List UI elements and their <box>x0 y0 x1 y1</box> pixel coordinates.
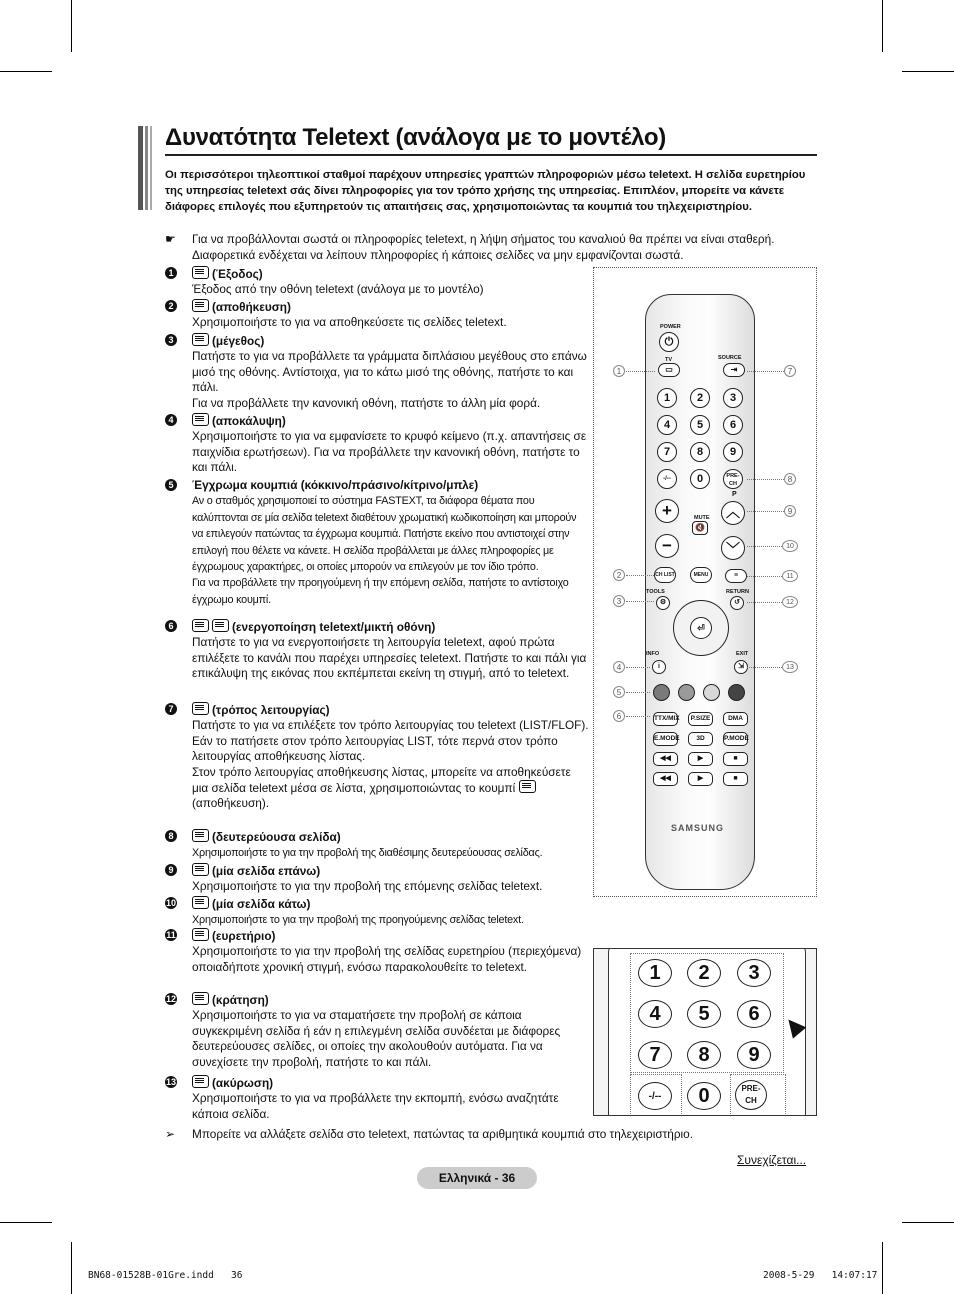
digit-button[interactable]: 1 <box>657 388 677 408</box>
number-badge: 8 <box>165 830 177 842</box>
item-title: (δευτερεύουσα σελίδα) <box>212 830 341 844</box>
list-item <box>165 619 590 682</box>
navigation-pad[interactable] <box>673 600 729 656</box>
item-text: Πατήστε το για να προβάλλετε τα γράμματα διπλάσιου μεγέθους στο επάνω μισό της οθόνης. Αντίστοιχα, για το κάτω μισό της οθόνης, πατήστε το και πάλι. <box>192 349 587 395</box>
crop-mark <box>71 1242 72 1294</box>
crop-mark <box>0 1222 52 1223</box>
item-text: Χρησιμοποιήστε το για την προβολή της διαθέσιμης δευτερεύουσας σελίδας. <box>192 847 543 860</box>
item-text: Αν ο σταθμός χρησιμοποιεί το σύστημα FASTEXT, τα διάφορα θέματα που καλύπτονται σε μία σελίδα teletext διαθέτουν χρωματική κωδικοποίηση και μπορούν να επιλεγούν πατώντας τα έγχρωμα κουμπιά. Πατήστε εκείνο που αντιστοιχεί στην επιλογή που θέλετε να κάνετε. Η σελίδα προβάλλεται με άλλες πληροφορίες με έγχρωμους χαρακτήρες, οι οποίες μπορούν να επιλεγούν με τον ίδιο τρόπο. <box>192 495 577 574</box>
tools-label: TOOLS <box>646 589 665 595</box>
pre-ch-button[interactable]: PRE-CH <box>735 1080 767 1110</box>
digit-button[interactable]: 9 <box>737 1041 771 1069</box>
item-text: Για να προβάλλετε την προηγούμενη ή την επόμενη σελίδα, πατήστε το αντίστοιχο έγχρωμο κουμπί. <box>192 577 569 606</box>
callout-marker: 4 <box>613 661 625 673</box>
size-icon <box>192 333 209 346</box>
print-slug-date: 2008-5-29 14:07:17 <box>763 1270 878 1281</box>
info-button[interactable]: i <box>652 660 666 674</box>
callout-leader <box>626 371 655 372</box>
item-title: (ενεργοποίηση teletext/μικτή οθόνη) <box>232 620 436 634</box>
number-badge: 10 <box>165 898 176 908</box>
page-up-icon <box>192 863 209 876</box>
power-label: POWER <box>660 324 681 330</box>
ttx-mix-button[interactable]: TTX/MIX <box>653 712 678 726</box>
item-text: Χρησιμοποιήστε το για να αποθηκεύσετε τις σελίδες teletext. <box>192 315 507 330</box>
tv-button[interactable]: ▭ <box>658 363 680 377</box>
page-down-icon <box>192 896 209 909</box>
item-title: (μέγεθος) <box>212 334 265 348</box>
mode-icon <box>192 702 209 715</box>
note-top-text: Για να προβάλλονται σωστά οι πληροφορίες teletext, η λήψη σήματος του καναλιού θα πρέπει να είναι σταθερή. Διαφορετικά ενδέχεται να λείπουν πληροφορίες ή κάποιες σελίδες να μην εμφανίζονται σωστά. <box>192 232 775 262</box>
number-badge: 6 <box>165 620 177 632</box>
decorative-bar <box>150 126 152 210</box>
item-text: Πατήστε το για να επιλέξετε τον τρόπο λειτουργίας του teletext (LIST/FLOF). <box>192 718 589 733</box>
digit-button[interactable]: 0 <box>690 469 710 489</box>
e-mode-button[interactable]: E.MODE <box>653 732 678 746</box>
item-text: Χρησιμοποιήστε το για την προβολή της επόμενης σελίδας teletext. <box>192 879 543 894</box>
zoom-pre-ch-frame <box>730 1074 786 1116</box>
digit-button[interactable]: 4 <box>657 415 677 435</box>
item-text: Χρησιμοποιήστε το για να σταματήσετε την προβολή σε κάποια συγκεκριμένη σελίδα ή εάν η επιλεγμένη σελίδα συνδέεται με διάφορες δευτερεύουσες σελίδες, οι οποίες την ακολουθούν αυτόματα. Για να συνεχίσετε την προβολή, πατήστε το και πάλι. <box>192 1008 561 1069</box>
item-text: Χρησιμοποιήστε το για την προβολή της προηγούμενης σελίδας teletext. <box>192 914 524 927</box>
number-badge: 11 <box>166 930 176 940</box>
digit-button[interactable]: 3 <box>723 388 743 408</box>
index-icon <box>192 928 209 941</box>
return-label: RETURN <box>726 589 749 595</box>
list-item <box>165 299 590 331</box>
note-bottom <box>165 1127 817 1143</box>
number-badge: 1 <box>165 267 177 279</box>
crop-mark <box>882 0 883 52</box>
callout-leader <box>747 479 784 480</box>
digit-button[interactable]: 5 <box>687 1000 721 1028</box>
item-text: Χρησιμοποιήστε το για να προβάλλετε την εκπομπή, ενόσω αναζητάτε κάποια σελίδα. <box>192 1091 559 1121</box>
exit-button[interactable]: ⇲ <box>734 660 748 674</box>
pause-button[interactable]: ◀◀ <box>653 772 678 786</box>
exit-label: EXIT <box>736 651 749 657</box>
hand-pointer-icon: ☛ <box>165 232 176 246</box>
arrow-pointer-icon: ➢ <box>165 1127 176 1141</box>
crop-mark <box>902 1222 954 1223</box>
callout-marker: 3 <box>613 595 625 607</box>
note-top <box>165 232 817 263</box>
callout-leader <box>747 667 782 668</box>
callout-leader <box>626 601 654 602</box>
callout-marker: 9 <box>784 505 796 517</box>
decorative-bar <box>138 126 143 210</box>
number-badge: 7 <box>165 703 177 715</box>
dash-button[interactable]: -/-- <box>657 469 677 489</box>
list-item <box>165 702 590 812</box>
volume-down-button[interactable]: − <box>655 534 679 558</box>
enter-button[interactable]: ⏎ <box>690 617 712 639</box>
item-title: (τρόπος λειτουργίας) <box>212 703 330 717</box>
play-button[interactable]: ▶ <box>688 752 713 766</box>
item-title: Έγχρωμα κουμπιά (κόκκινο/πράσινο/κίτρινο/μπλε) <box>192 478 479 492</box>
callout-marker: 6 <box>613 710 625 722</box>
callout-leader <box>747 546 782 547</box>
ch-list-button[interactable] <box>654 567 676 583</box>
digit-button[interactable]: 9 <box>723 442 743 462</box>
digit-button[interactable]: 5 <box>690 415 710 435</box>
crop-mark <box>0 71 52 72</box>
exit-tv-icon <box>192 266 209 279</box>
list-item <box>165 266 590 298</box>
item-text: Έξοδος από την οθόνη teletext (ανάλογα με το μοντέλο) <box>192 282 484 297</box>
print-slug-file: BN68-01528B-01Gre.indd 36 <box>88 1270 243 1281</box>
note-bottom-text: Μπορείτε να αλλάξετε σελίδα στο teletext, πατώντας τα αριθμητικά κουμπιά στο τηλεχειριστήριο. <box>192 1127 694 1141</box>
color-button-red[interactable] <box>653 684 670 701</box>
callout-leader <box>747 511 784 512</box>
item-title: (κράτηση) <box>212 993 269 1007</box>
source-label: SOURCE <box>718 355 742 361</box>
item-title: (μία σελίδα κάτω) <box>212 897 311 911</box>
color-button-blue[interactable] <box>728 684 745 701</box>
callout-marker: 7 <box>784 365 796 377</box>
intro-paragraph: Οι περισσότεροι τηλεοπτικοί σταθμοί παρέχουν υπηρεσίες γραπτών πληροφοριών μέσω teletext. Η σελίδα ευρετηρίου της υπηρεσίας teletext σάς δίνει πληροφορίες για τον τρόπο χρήσης της υπηρεσίας. Επιπλέον, μπορείτε να κάνετε διάφορες επιλογές που εξυπηρετούν τις απαιτήσεις σας, χρησιμοποιώντας τα κουμπιά του τηλεχειριστηρίου. <box>165 169 806 213</box>
dash-button[interactable]: -/-- <box>638 1082 672 1110</box>
number-badge: 12 <box>165 994 176 1004</box>
digit-button[interactable]: 7 <box>638 1041 672 1069</box>
digit-button[interactable]: 3 <box>737 959 771 987</box>
item-text: Στον τρόπο λειτουργίας αποθήκευσης λίστας, μπορείτε να αποθηκεύσετε μια σελίδα teletext μέσα σε λίστα, χρησιμοποιώντας το κουμπί <box>192 764 571 796</box>
number-badge: 5 <box>165 479 177 491</box>
crop-mark <box>902 71 954 72</box>
brand-logo: SAMSUNG <box>671 823 725 833</box>
item-title: (ευρετήριο) <box>212 929 276 943</box>
callout-leader <box>747 576 782 577</box>
crop-mark <box>71 0 72 52</box>
digit-button[interactable]: 0 <box>687 1082 721 1110</box>
number-badge: 2 <box>165 300 177 312</box>
item-text: Πατήστε το για να ενεργοποιήσετε τη λειτουργία teletext, αφού πρώτα επιλέξετε το κανάλι που παρέχει υπηρεσίες teletext. Πατήστε το και πάλι για επικάλυψη της εικόνας που εκπέμπεται εκείνη τη στιγμή, από το teletext. <box>192 635 587 681</box>
callout-marker: 12 <box>782 596 798 608</box>
mute-button[interactable]: 🔇 <box>692 521 708 535</box>
digit-button[interactable]: 7 <box>657 442 677 462</box>
digit-button[interactable]: 8 <box>690 442 710 462</box>
callout-leader <box>626 575 654 576</box>
rewind-button[interactable]: ◀◀ <box>653 752 678 766</box>
callout-leader <box>747 602 782 603</box>
channel-up-button[interactable]: ︿ <box>721 501 745 525</box>
list-item <box>165 478 590 608</box>
tv-label: TV <box>665 357 673 363</box>
list-item <box>165 413 590 476</box>
color-button-green[interactable] <box>678 684 695 701</box>
digit-button[interactable]: 8 <box>687 1041 721 1069</box>
cancel-icon <box>192 1075 209 1088</box>
ch-list-label: CH LIST <box>655 572 675 578</box>
number-badge: 4 <box>165 414 177 426</box>
pointer-arrow-icon: ▲ <box>771 1003 816 1048</box>
return-button[interactable]: ↺ <box>730 596 744 610</box>
callout-marker: 5 <box>613 686 625 698</box>
digit-button[interactable]: 6 <box>737 1000 771 1028</box>
color-button-yellow[interactable] <box>703 684 720 701</box>
item-text: Χρησιμοποιήστε το για την προβολή της σελίδας ευρετηρίου (περιεχόμενα) οποιαδήποτε χρονική στιγμή, ενόσω παρακολουθείτε το teletext. <box>192 944 582 974</box>
list-item <box>165 928 590 975</box>
p-size-button[interactable]: P.SIZE <box>688 712 713 726</box>
callout-marker: 11 <box>782 570 798 582</box>
title-divider <box>165 154 817 156</box>
page-title: Δυνατότητα Teletext (ανάλογα με το μοντέλο) <box>165 124 666 151</box>
callout-leader <box>626 716 650 717</box>
teletext-icon <box>192 619 209 632</box>
volume-up-button[interactable]: + <box>655 499 679 523</box>
power-button[interactable]: ⏻ <box>659 332 679 352</box>
keypad-zoom-illustration <box>593 948 817 1116</box>
item-title: (αποθήκευση) <box>212 300 291 314</box>
stop-button[interactable]: ■ <box>723 752 748 766</box>
item-title: (ακύρωση) <box>212 1076 274 1090</box>
info-label: INFO <box>646 651 660 657</box>
callout-marker: 8 <box>784 473 796 485</box>
store-icon <box>192 299 209 312</box>
list-item <box>165 863 590 895</box>
source-button[interactable]: ⇥ <box>723 363 745 377</box>
digit-button[interactable]: 1 <box>638 959 672 987</box>
index-button[interactable]: ≡ <box>725 569 747 583</box>
callout-leader <box>747 371 784 372</box>
list-item <box>165 992 590 1070</box>
item-text: (αποθήκευση). <box>192 796 270 811</box>
callout-leader <box>626 667 650 668</box>
play-pause-button[interactable]: ▶ <box>688 772 713 786</box>
sub-page-icon <box>192 829 209 842</box>
channel-down-button[interactable]: ﹀ <box>721 536 745 560</box>
p-label: P <box>732 491 737 498</box>
remote-control <box>645 294 755 890</box>
callout-leader <box>626 692 650 693</box>
callout-marker: 13 <box>782 661 798 673</box>
number-badge: 9 <box>165 864 177 876</box>
hold-icon <box>192 992 209 1005</box>
callout-marker: 10 <box>782 540 798 552</box>
crop-mark <box>882 1242 883 1294</box>
number-badge: 13 <box>165 1077 176 1087</box>
dma-button[interactable]: DMA <box>723 712 748 726</box>
p-mode-button[interactable]: P.MODE <box>723 732 748 746</box>
list-item <box>165 896 590 929</box>
item-text: Χρησιμοποιήστε το για να εμφανίσετε το κρυφό κείμενο (π.χ. απαντήσεις σε παιχνίδια ερωτήσεων). Για να προβάλλετε την κανονική οθόνη, πατήστε το και πάλι. <box>192 429 587 475</box>
record-stop-button[interactable]: ■ <box>723 772 748 786</box>
list-item <box>165 829 590 862</box>
list-item <box>165 333 590 411</box>
reveal-icon <box>192 413 209 426</box>
item-title: (Έξοδος) <box>212 267 263 281</box>
digit-button[interactable]: 2 <box>690 388 710 408</box>
tools-button[interactable]: ⚙ <box>656 596 670 610</box>
digit-button[interactable]: 2 <box>687 959 721 987</box>
page-number: Ελληνικά - 36 <box>417 1167 537 1189</box>
item-text: Εάν το πατήσετε στον τρόπο λειτουργίας LIST, τότε περνά στον τρόπο λειτουργίας αποθήκευσης λίστας. <box>192 733 558 764</box>
zoom-dash-frame <box>630 1074 682 1116</box>
decorative-bar <box>145 126 148 210</box>
item-title: (μία σελίδα επάνω) <box>212 864 321 878</box>
callout-marker: 2 <box>613 569 625 581</box>
number-badge: 3 <box>165 334 177 346</box>
list-item <box>165 1075 590 1122</box>
item-text: Για να προβάλλετε την κανονική οθόνη, πατήστε το άλλη μία φορά. <box>192 395 541 410</box>
digit-button[interactable]: 6 <box>723 415 743 435</box>
pre-ch-button[interactable]: PRE-CH <box>723 469 743 489</box>
mix-icon <box>212 619 229 632</box>
digit-button[interactable]: 4 <box>638 1000 672 1028</box>
store-icon <box>519 780 536 793</box>
3d-button[interactable]: 3D <box>688 732 713 746</box>
menu-label: MENU <box>693 572 709 578</box>
item-title: (αποκάλυψη) <box>212 414 286 428</box>
mute-label: MUTE <box>694 515 710 521</box>
continued-link[interactable]: Συνεχίζεται... <box>737 1153 807 1167</box>
menu-button[interactable] <box>690 567 712 583</box>
callout-marker: 1 <box>613 365 625 377</box>
